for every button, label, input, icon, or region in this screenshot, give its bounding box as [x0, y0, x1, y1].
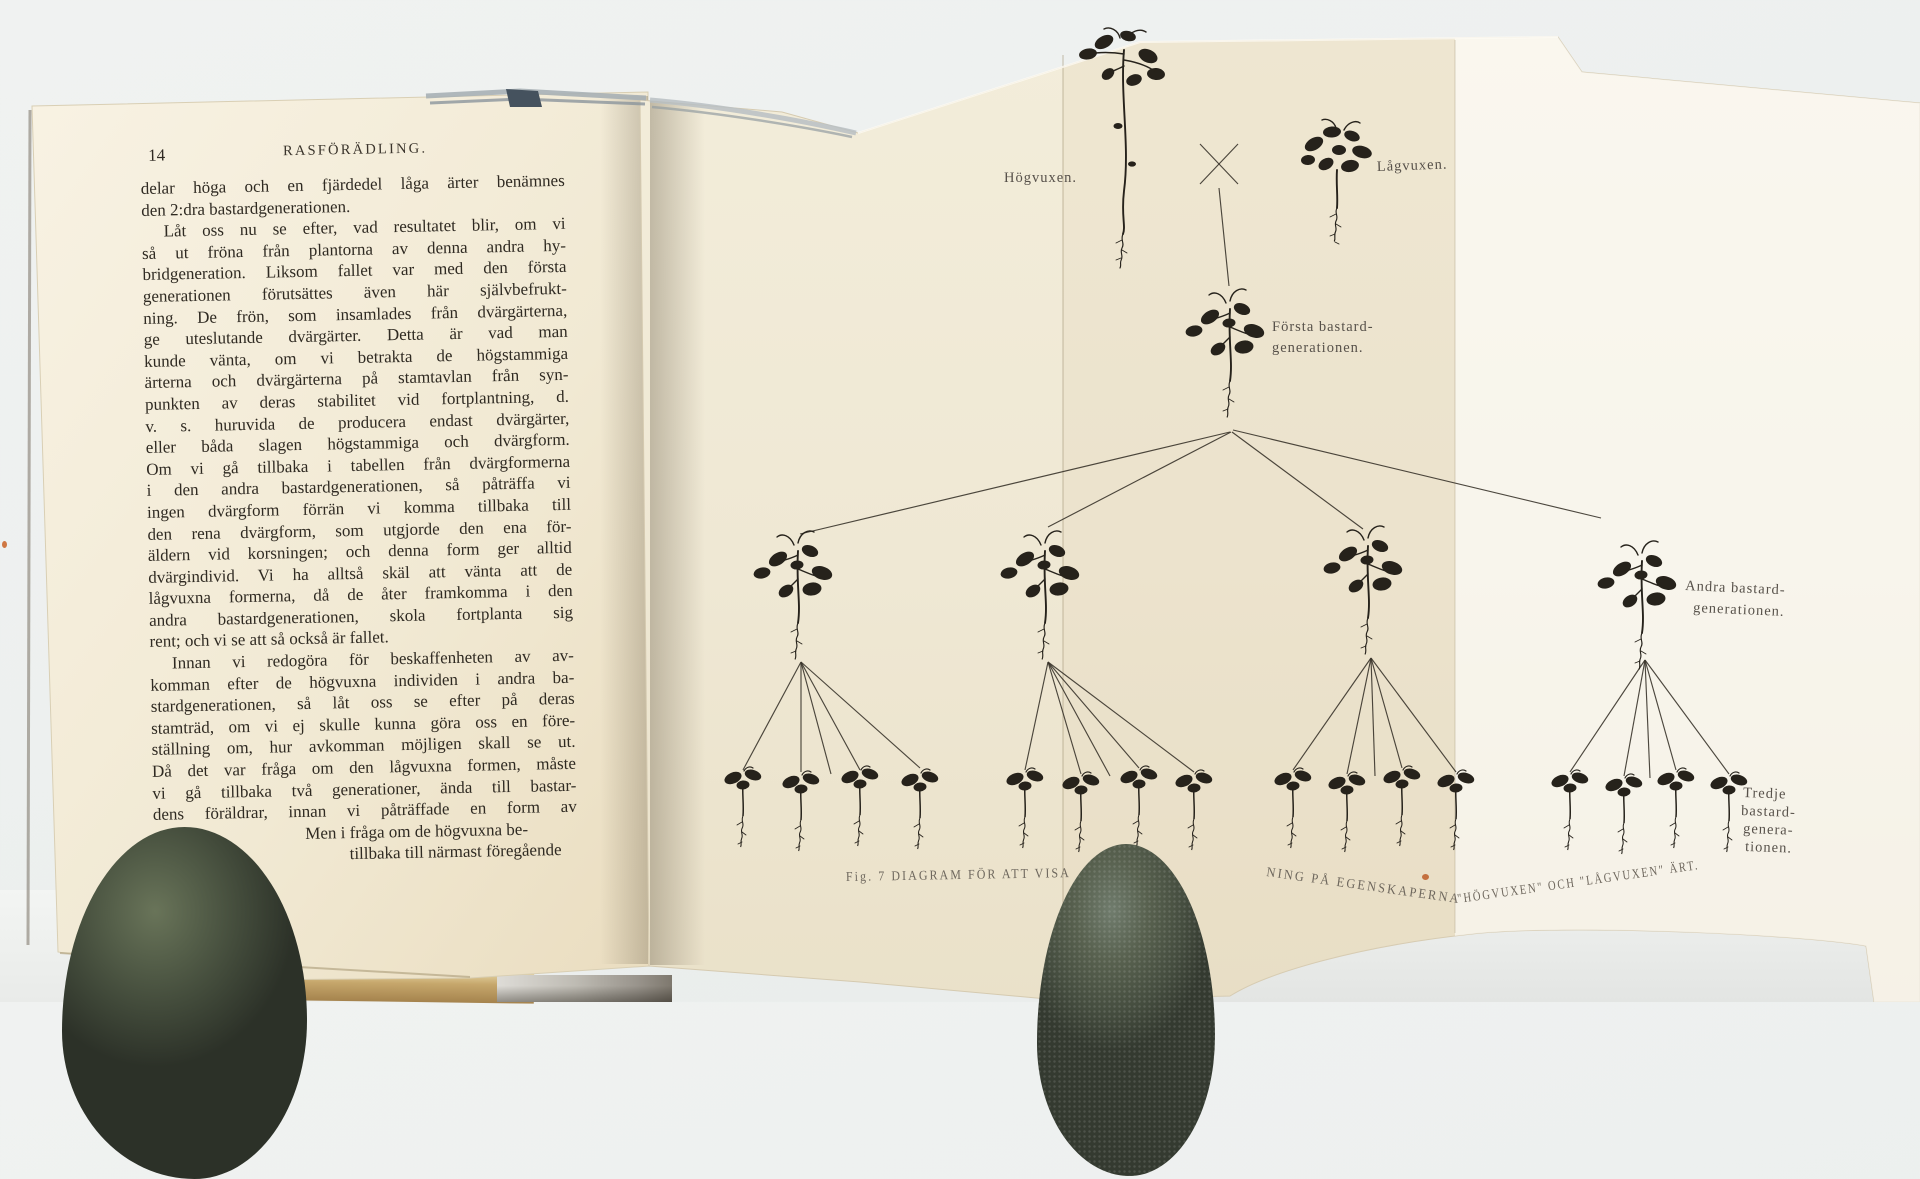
text-line: vi gå tillbaka två generationer, ända till bastar- [152, 775, 577, 803]
text-line: bridgeneration. Liksom fallet var med den första [142, 257, 567, 285]
text-line: ärterna och dvärgärterna på stamtavlan från syn- [144, 365, 569, 393]
diagram-label: genera- [1742, 821, 1794, 839]
text-line: ingen dvärgform förrän vi komma tillbaka till [146, 494, 572, 522]
text-line: Om vi gå tillbaka i tabellen från dvärgformerna [146, 451, 571, 479]
text-line: ge uteslutande dvärgärter. Detta är vad man [143, 321, 568, 350]
text-line: stardgenerationen, så låt oss se efter på deras [150, 689, 575, 717]
page-number: 14 [147, 145, 166, 165]
diagram-label: Lågvuxen. [1376, 156, 1448, 175]
figure-caption: Fig. 7 DIAGRAM FÖR ATT VISA [845, 864, 1102, 884]
text-line: den 2:dra bastardgenerationen. [141, 196, 351, 220]
diagram-label: generationen. [1692, 600, 1785, 620]
book-board-edge [28, 110, 30, 945]
orange-speck-on-foldout [1422, 874, 1429, 880]
running-title: RASFÖRÄDLING. [282, 140, 428, 160]
diagram-label: Andra bastard- [1684, 578, 1786, 599]
text-line: punkten av deras stabilitet vid fortplantning, d. [144, 386, 570, 414]
foldout-right-panel-bright [1455, 30, 1920, 1002]
gutter-shadow-left [600, 96, 648, 964]
text-line: äldern vid korsningen; och denna form ger alltid [147, 537, 572, 566]
text-line: generationen förutsättes även här självbefrukt- [142, 278, 567, 306]
text-line: Låt oss nu se efter, vad resultatet blir, om vi [163, 214, 566, 241]
gutter-shadow-right [650, 95, 705, 965]
diagram-label: generationen. [1272, 340, 1364, 356]
text-line: Innan vi redogöra för beskaffenheten av av- [171, 645, 575, 673]
text-line: Men i fråga om de högvuxna be- [305, 819, 529, 843]
text-line: andra bastardgenerationen, skola fortplanta sig [148, 602, 574, 630]
figure-caption: "HÖGVUXEN" OCH "LÅGVUXEN" ÄRT. [1456, 847, 1769, 906]
text-line: lågvuxna formerna, då de åter framkomma i den [148, 581, 573, 609]
text-column [141, 170, 584, 869]
diagram-label: Tredje [1742, 785, 1787, 803]
text-line: rent; och vi se att så också är fallet. [149, 627, 389, 652]
text-line: Då det var fråga om den lågvuxna formen, måste [151, 753, 577, 781]
text-line: delar höga och en fjärdedel låga ärter benämnes [140, 170, 565, 198]
text-line: kunde vänta, om vi betrakta de högstammiga [143, 343, 569, 371]
diagram-label: tionen. [1744, 839, 1793, 857]
figure-caption: NING PÅ EGENSKAPERNA [1265, 864, 1479, 909]
diagram-label: bastard- [1740, 803, 1797, 821]
text-line: v. s. huruvida de producera endast dvärgärter, [145, 408, 570, 436]
text-line: så ut fröna från plantorna av denna andra hy- [141, 235, 567, 263]
text-line: den rena dvärgform, som utgjorde den ena för- [147, 516, 572, 544]
left-page-text [140, 138, 584, 869]
diagram-label: Första bastard- [1272, 319, 1374, 335]
text-line: ställning om, hur avkomman möjligen skall se ut. [151, 732, 576, 760]
text-line: tillbaka till närmast föregående [349, 840, 562, 864]
text-line: dvärgindivid. Vi ha alltså skäl att vänta att de [148, 559, 573, 587]
text-line: dens föräldrar, innan vi påträffade en form av [152, 796, 577, 825]
orange-speck-on-wall [2, 541, 7, 548]
diagram-label: Högvuxen. [1004, 170, 1078, 186]
text-line: eller båda slagen högstammiga och dvärgform. [145, 429, 570, 458]
text-line: i den andra bastardgenerationen, så påträffa vi [146, 473, 571, 501]
text-line: komman efter de högvuxna individen i andra ba- [150, 667, 575, 695]
text-line: ning. De frön, som insamlades från dvärgärterna, [143, 300, 568, 328]
text-line: stamträd, om vi ej skulle kunna göra oss en före- [150, 710, 576, 738]
